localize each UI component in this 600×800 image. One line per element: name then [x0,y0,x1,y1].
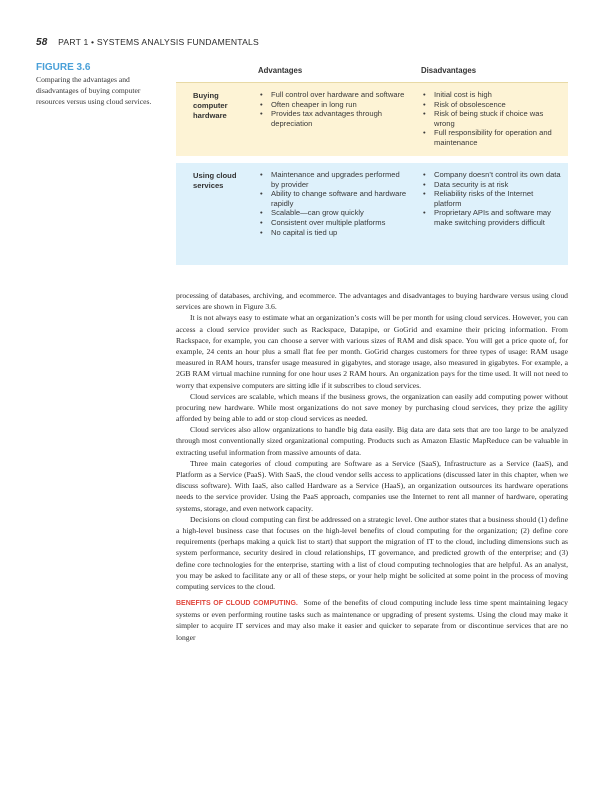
row-heading [193,91,249,121]
advantage-item: • Provides tax advantages through depreciation [258,109,408,128]
running-header [36,37,259,48]
comparison-figure [176,58,568,265]
advantage-item: • Often cheaper in long run [258,100,408,110]
disadvantage-item: • Risk of being stuck if choice was wrong [421,109,561,128]
benefits-heading: BENEFITS OF CLOUD COMPUTING. [176,600,298,608]
figure-header-row [176,58,568,82]
disadvantage-item: • Data security is at risk [421,180,561,190]
row-heading-line: hardware [193,111,227,120]
row-heading [193,171,249,191]
row-heading-line: services [193,181,224,190]
advantages-list [258,90,408,128]
advantage-item: • Maintenance and upgrades performed by provider [258,170,408,189]
using-cloud-row [176,163,568,265]
row-heading-line: computer [193,101,228,110]
advantage-item: • Ability to change software and hardware rapidly [258,189,408,208]
paragraph: It is not always easy to estimate what an organization’s costs will be per month for using cloud services. However, you can access a cloud service provider such as Rackspace, Datapipe, or GoGrid and examine their pricing information. From Rackspace, for example, you can choose a server with various sizes of RAM and disk space. You will get a price quote of, for example, 24 cents an hour plus a small flat fee per month. GoGrid charges customers for three types of usage: RAM usage measured in RAM hours, transfer usage measured in gigabytes, and storage usage, also measured in gigabytes. For example, a 2GB RAM virtual machine running for one hour uses 2 RAM hours. An organization pays for the time used. It will not need to worry that expensive computers are sitting idle if it subscribes to cloud services. [176,313,568,390]
advantages-list [258,170,408,237]
body-text [176,290,568,643]
disadvantages-list [421,90,561,148]
paragraph: Three main categories of cloud computing are Software as a Service (SaaS), Infrastructure as a Service (IaaS), and Platform as a Service (PaaS). With SaaS, the cloud vendor sells access to applications (discussed later in this chapter, when we discuss software). With IaaS, also called Hardware as a Service (HaaS), an organization outsources its hardware operations needs to the service provider. Using the PaaS approach, companies use the Internet to rent all manner of hardware, operating systems, storage, and even network capacity. [176,458,568,513]
disadvantage-item: • Reliability risks of the Internet platform [421,189,561,208]
benefits-paragraph [176,597,568,643]
row-heading-line: Buying [193,91,219,100]
figure-label: FIGURE 3.6 [36,62,91,73]
row-heading-line: Using cloud [193,171,237,180]
part-title: PART 1 • SYSTEMS ANALYSIS FUNDAMENTALS [58,37,259,47]
disadvantage-item: • Initial cost is high [421,90,561,100]
advantage-item: • Scalable—can grow quickly [258,208,408,218]
page-number: 58 [36,37,48,48]
advantage-item: • Full control over hardware and software [258,90,408,100]
benefits-text: Some of the benefits of cloud computing include less time spent maintaining legacy systems or even performing routine tasks such as maintenance or upgrading of present systems. Using the cloud may make it simpler to acquire IT services and may also make it easier and quicker to separate from or discontinue services that are no longer [176,598,569,642]
advantage-item: • Consistent over multiple platforms [258,218,408,228]
disadvantages-list [421,170,561,228]
disadvantage-item: • Company doesn’t control its own data [421,170,561,180]
paragraph: processing of databases, archiving, and ecommerce. The advantages and disadvantages to buying hardware versus using cloud services are shown in Figure 3.6. [176,291,568,312]
figure-caption: Comparing the advantages and disadvantages of buying computer resources versus using cloud services. [36,75,152,107]
advantage-item: • No capital is tied up [258,228,408,238]
disadvantage-item: • Risk of obsolescence [421,100,561,110]
disadvantage-item: • Proprietary APIs and software may make switching providers difficult [421,208,561,227]
paragraph: Decisions on cloud computing can first be addressed on a strategic level. One author states that a business should (1) define a high-level business case that focuses on the high-level benefits of cloud computing for the organization; (2) define core requirements (perhaps making a quick list to start) that support the migration of IT to the cloud, including dimensions such as system performance, security desired in cloud relationships, IT governance, and predicted growth of the enterprise; and (3) define core technologies for the enterprise, starting with a list of cloud computing technologies that are helpful. As an analyst, you may be asked to facilitate any or all of these steps, or your help might be solicited at some point in the process of moving computing services to the cloud. [176,514,568,591]
disadvantages-heading: Disadvantages [421,66,477,75]
paragraph: Cloud services are scalable, which means if the business grows, the organization can easily add computing power without procuring new hardware. While most organizations do not save money by purchasing cloud services, they prize the agility afforded by being able to add or stop cloud services as needed. [176,391,568,424]
advantages-heading: Advantages [258,66,303,75]
disadvantage-item: • Full responsibility for operation and maintenance [421,128,561,147]
buying-hardware-row [176,82,568,156]
paragraph: Cloud services also allow organizations to handle big data easily. Big data are data sets that are too large to be analyzed through most conventionally sized organizational computing. Products such as Amazon Elastic MapReduce can be valuable in extracting useful information from massive amounts of data. [176,425,568,457]
